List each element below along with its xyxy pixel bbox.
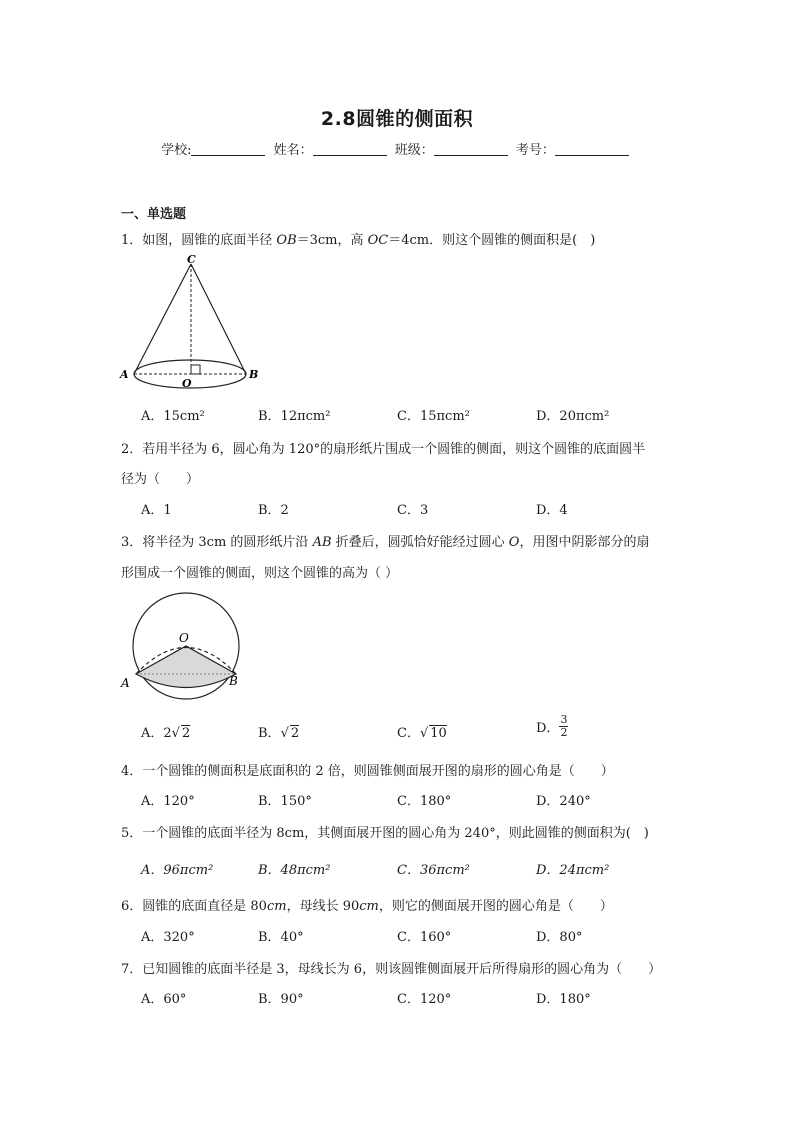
- label-b: B: [229, 674, 238, 688]
- sqrt-icon: √: [280, 726, 289, 741]
- q1-text: ＝4cm．则这个圆锥的侧面积是( ): [388, 233, 596, 248]
- q7-option-a[interactable]: A．60°: [141, 992, 187, 1007]
- label-c: C: [187, 253, 196, 266]
- q1-text: 1．如图，圆锥的底面半径: [121, 233, 277, 248]
- label-o: O: [182, 377, 192, 390]
- option-label: A．: [141, 726, 164, 741]
- q3-option-d[interactable]: [536, 714, 568, 739]
- q4-option-d[interactable]: D．240°: [536, 794, 591, 809]
- cone-right-edge: [191, 264, 246, 374]
- label-o: O: [179, 631, 189, 645]
- sqrt-coefficient: 2: [163, 726, 172, 741]
- q4-option-b[interactable]: B．150°: [258, 794, 312, 809]
- name-label: 姓名：: [273, 143, 313, 158]
- folded-circle-figure: [118, 590, 258, 710]
- q4-option-c[interactable]: C．180°: [397, 794, 452, 809]
- question-3-line-1: [121, 531, 649, 550]
- q1-option-b[interactable]: B．12πcm²: [258, 409, 331, 424]
- fraction: [559, 714, 568, 739]
- sqrt-icon: √: [419, 726, 429, 741]
- class-label: 班级：: [394, 143, 434, 158]
- q6-text: 6．圆锥的底面直径是 80: [121, 899, 267, 914]
- question-1-stem: [121, 229, 595, 248]
- question-2-line-1: 2．若用半径为 6，圆心角为 120°的扇形纸片围成一个圆锥的侧面，则这个圆锥的底面圆半: [121, 442, 646, 457]
- question-6-line-1: [121, 895, 613, 914]
- option-label: C．: [397, 726, 420, 741]
- q3-text: 折叠后，圆弧恰好能经过圆心: [331, 535, 509, 550]
- question-2-line-2: 径为（ ）: [121, 472, 200, 487]
- q6-unit: cm: [266, 899, 287, 914]
- sqrt-icon: √: [171, 726, 180, 741]
- label-b: B: [249, 368, 259, 381]
- q2-option-a[interactable]: A．1: [141, 503, 172, 518]
- q2-option-c[interactable]: C．3: [397, 503, 429, 518]
- q7-option-b[interactable]: B．90°: [258, 992, 304, 1007]
- q7-option-d[interactable]: D．180°: [536, 992, 591, 1007]
- q2-option-d[interactable]: D．4: [536, 503, 568, 518]
- name-blank[interactable]: [313, 143, 387, 156]
- q7-option-c[interactable]: C．120°: [397, 992, 452, 1007]
- q3-text: 3．将半径为 3cm 的圆形纸片沿: [121, 535, 313, 550]
- q5-option-c[interactable]: C．36πcm²: [397, 863, 470, 878]
- q4-option-a[interactable]: A．120°: [141, 794, 195, 809]
- option-label: D．: [536, 721, 560, 736]
- question-7-line-1: 7．已知圆锥的底面半径是 3，母线长为 6，则该圆锥侧面展开后所得扇形的圆心角为（ ）: [121, 962, 662, 977]
- label-a: A: [120, 368, 129, 381]
- question-4-line-1: 4．一个圆锥的侧面积是底面积的 2 倍，则圆锥侧面展开图的扇形的圆心角是（ ）: [121, 764, 614, 779]
- question-3-line-2: 形围成一个圆锥的侧面，则这个圆锥的高为（ ）: [121, 566, 399, 581]
- exam-number-blank[interactable]: [555, 143, 629, 156]
- q3-var-o: O: [508, 535, 520, 550]
- q6-text: ，则它的侧面展开图的圆心角是（ ）: [378, 899, 613, 914]
- q1-option-c[interactable]: C．15πcm²: [397, 409, 470, 424]
- q6-option-b[interactable]: B．40°: [258, 930, 304, 945]
- q2-option-b[interactable]: B．2: [258, 503, 289, 518]
- q6-text: ，母线长 90: [286, 899, 360, 914]
- right-angle-mark: [191, 365, 200, 374]
- q3-var-ab: AB: [312, 535, 332, 550]
- sqrt-radicand: 2: [181, 726, 191, 741]
- cone-left-edge: [134, 264, 191, 374]
- school-blank[interactable]: [191, 143, 265, 156]
- denominator: 2: [560, 726, 568, 739]
- q3-option-a[interactable]: [141, 722, 190, 741]
- school-label: 学校:: [161, 143, 192, 158]
- q3-text: ，用图中阴影部分的扇: [519, 535, 650, 550]
- shaded-sector: [136, 646, 236, 688]
- q5-option-d[interactable]: D．24πcm²: [536, 863, 610, 878]
- student-info-line: [0, 139, 794, 158]
- q5-option-b[interactable]: B．48πcm²: [258, 863, 331, 878]
- q6-unit: cm: [359, 899, 379, 914]
- question-5-line-1: 5．一个圆锥的底面半径为 8cm，其侧面展开图的圆心角为 240°，则此圆锥的侧面积为( ): [121, 826, 649, 841]
- q6-option-c[interactable]: C．160°: [397, 930, 452, 945]
- q3-option-b[interactable]: [258, 722, 299, 741]
- q1-option-a[interactable]: A．15cm²: [141, 409, 205, 424]
- sqrt-radicand: 2: [290, 726, 300, 741]
- q1-var-oc: OC: [367, 233, 389, 248]
- exam-number-label: 考号：: [515, 143, 555, 158]
- label-a: A: [121, 676, 130, 690]
- q1-option-d[interactable]: D．20πcm²: [536, 409, 610, 424]
- q5-option-a[interactable]: A．96πcm²: [141, 863, 214, 878]
- section-heading: 一、单选题: [121, 207, 187, 222]
- q6-option-a[interactable]: A．320°: [141, 930, 195, 945]
- q6-option-d[interactable]: D．80°: [536, 930, 583, 945]
- numerator: 3: [560, 713, 568, 726]
- class-blank[interactable]: [434, 143, 508, 156]
- cone-figure: [115, 250, 275, 395]
- q1-var-ob: OB: [276, 233, 297, 248]
- option-label: B．: [258, 726, 281, 741]
- page-title: 2.8圆锥的侧面积: [320, 108, 474, 130]
- sqrt-radicand: 10: [430, 726, 447, 741]
- q1-text: ＝3cm，高: [296, 233, 368, 248]
- q3-option-c[interactable]: [397, 722, 447, 741]
